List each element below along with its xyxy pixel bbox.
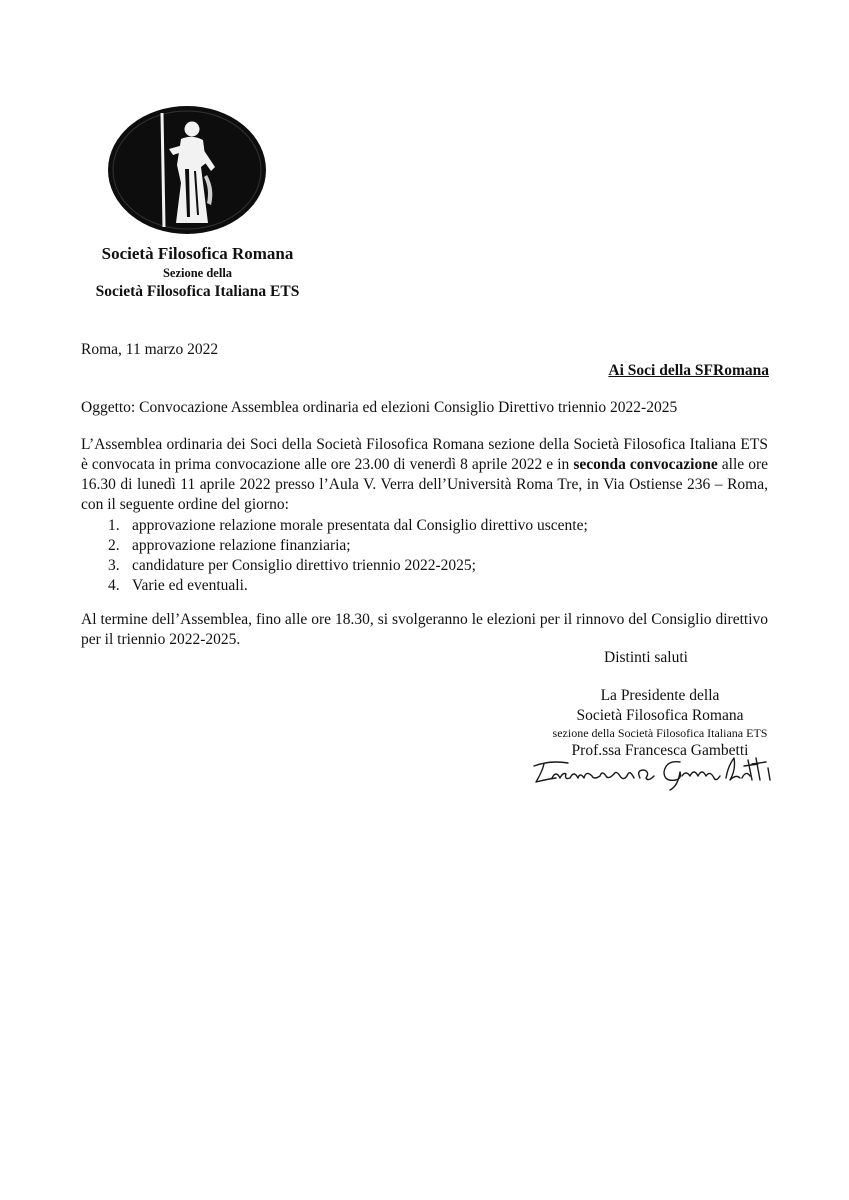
agenda-item [81,536,588,556]
body-text-2: alle ore 16.30 di lunedì 11 aprile 2022 presso l’Aula V. Verra dell’Università Roma Tre, in Via Ostiense 236 – Roma, con il seguente ordine del giorno: [81,456,768,513]
staff-icon [162,113,164,227]
body-bold-text: seconda convocazione [573,456,718,473]
org-section-of: Sezione della [162,266,233,280]
subject-line: Oggetto: Convocazione Assemblea ordinaria ed elezioni Consiglio Direttivo triennio 2022-2025 [81,399,678,416]
agenda-item-number: 2. [108,537,120,554]
parent-org-name: Società Filosofica Italiana ETS [95,283,300,300]
signer-org-section: sezione della Società Filosofica Italiana ETS [552,726,768,740]
signer-role: La Presidente della [600,687,720,704]
closing-paragraph: Al termine dell’Assemblea, fino alle ore 18.30, si svolgeranno le elezioni per il rinnovo del Consiglio direttivo per il triennio 2022-2025. [81,611,768,648]
agenda-item [81,516,588,536]
agenda-item-text: candidature per Consiglio direttivo triennio 2022-2025; [132,557,476,574]
agenda-item-number: 3. [108,557,120,574]
agenda-list [81,516,588,596]
agenda-item-text: Varie ed eventuali. [132,577,248,594]
salutation: Distinti saluti [604,649,688,666]
agenda-item-text: approvazione relazione finanziaria; [132,537,351,554]
recipients-line: Ai Soci della SFRomana [608,362,769,379]
society-seal-logo [107,105,267,235]
agenda-item-number: 1. [108,517,120,534]
agenda-item-text: approvazione relazione morale presentata dal Consiglio direttivo uscente; [132,517,588,534]
signer-org: Società Filosofica Romana [576,707,744,724]
org-name: Società Filosofica Romana [101,244,294,263]
convocation-paragraph [81,435,768,515]
body-text-1: L’Assemblea ordinaria dei Soci della Società Filosofica Romana sezione della Società Filosofica Italiana ETS è convocata in prima convocazione alle ore 23.00 di venerdì 8 aprile 2022 e in [81,436,768,473]
signer-name: Prof.ssa Francesca Gambetti [571,742,749,759]
place-date: Roma, 11 marzo 2022 [81,341,219,358]
agenda-item-number: 4. [108,577,120,594]
handwritten-signature [530,752,790,792]
agenda-item [81,556,588,576]
agenda-item [81,576,588,596]
